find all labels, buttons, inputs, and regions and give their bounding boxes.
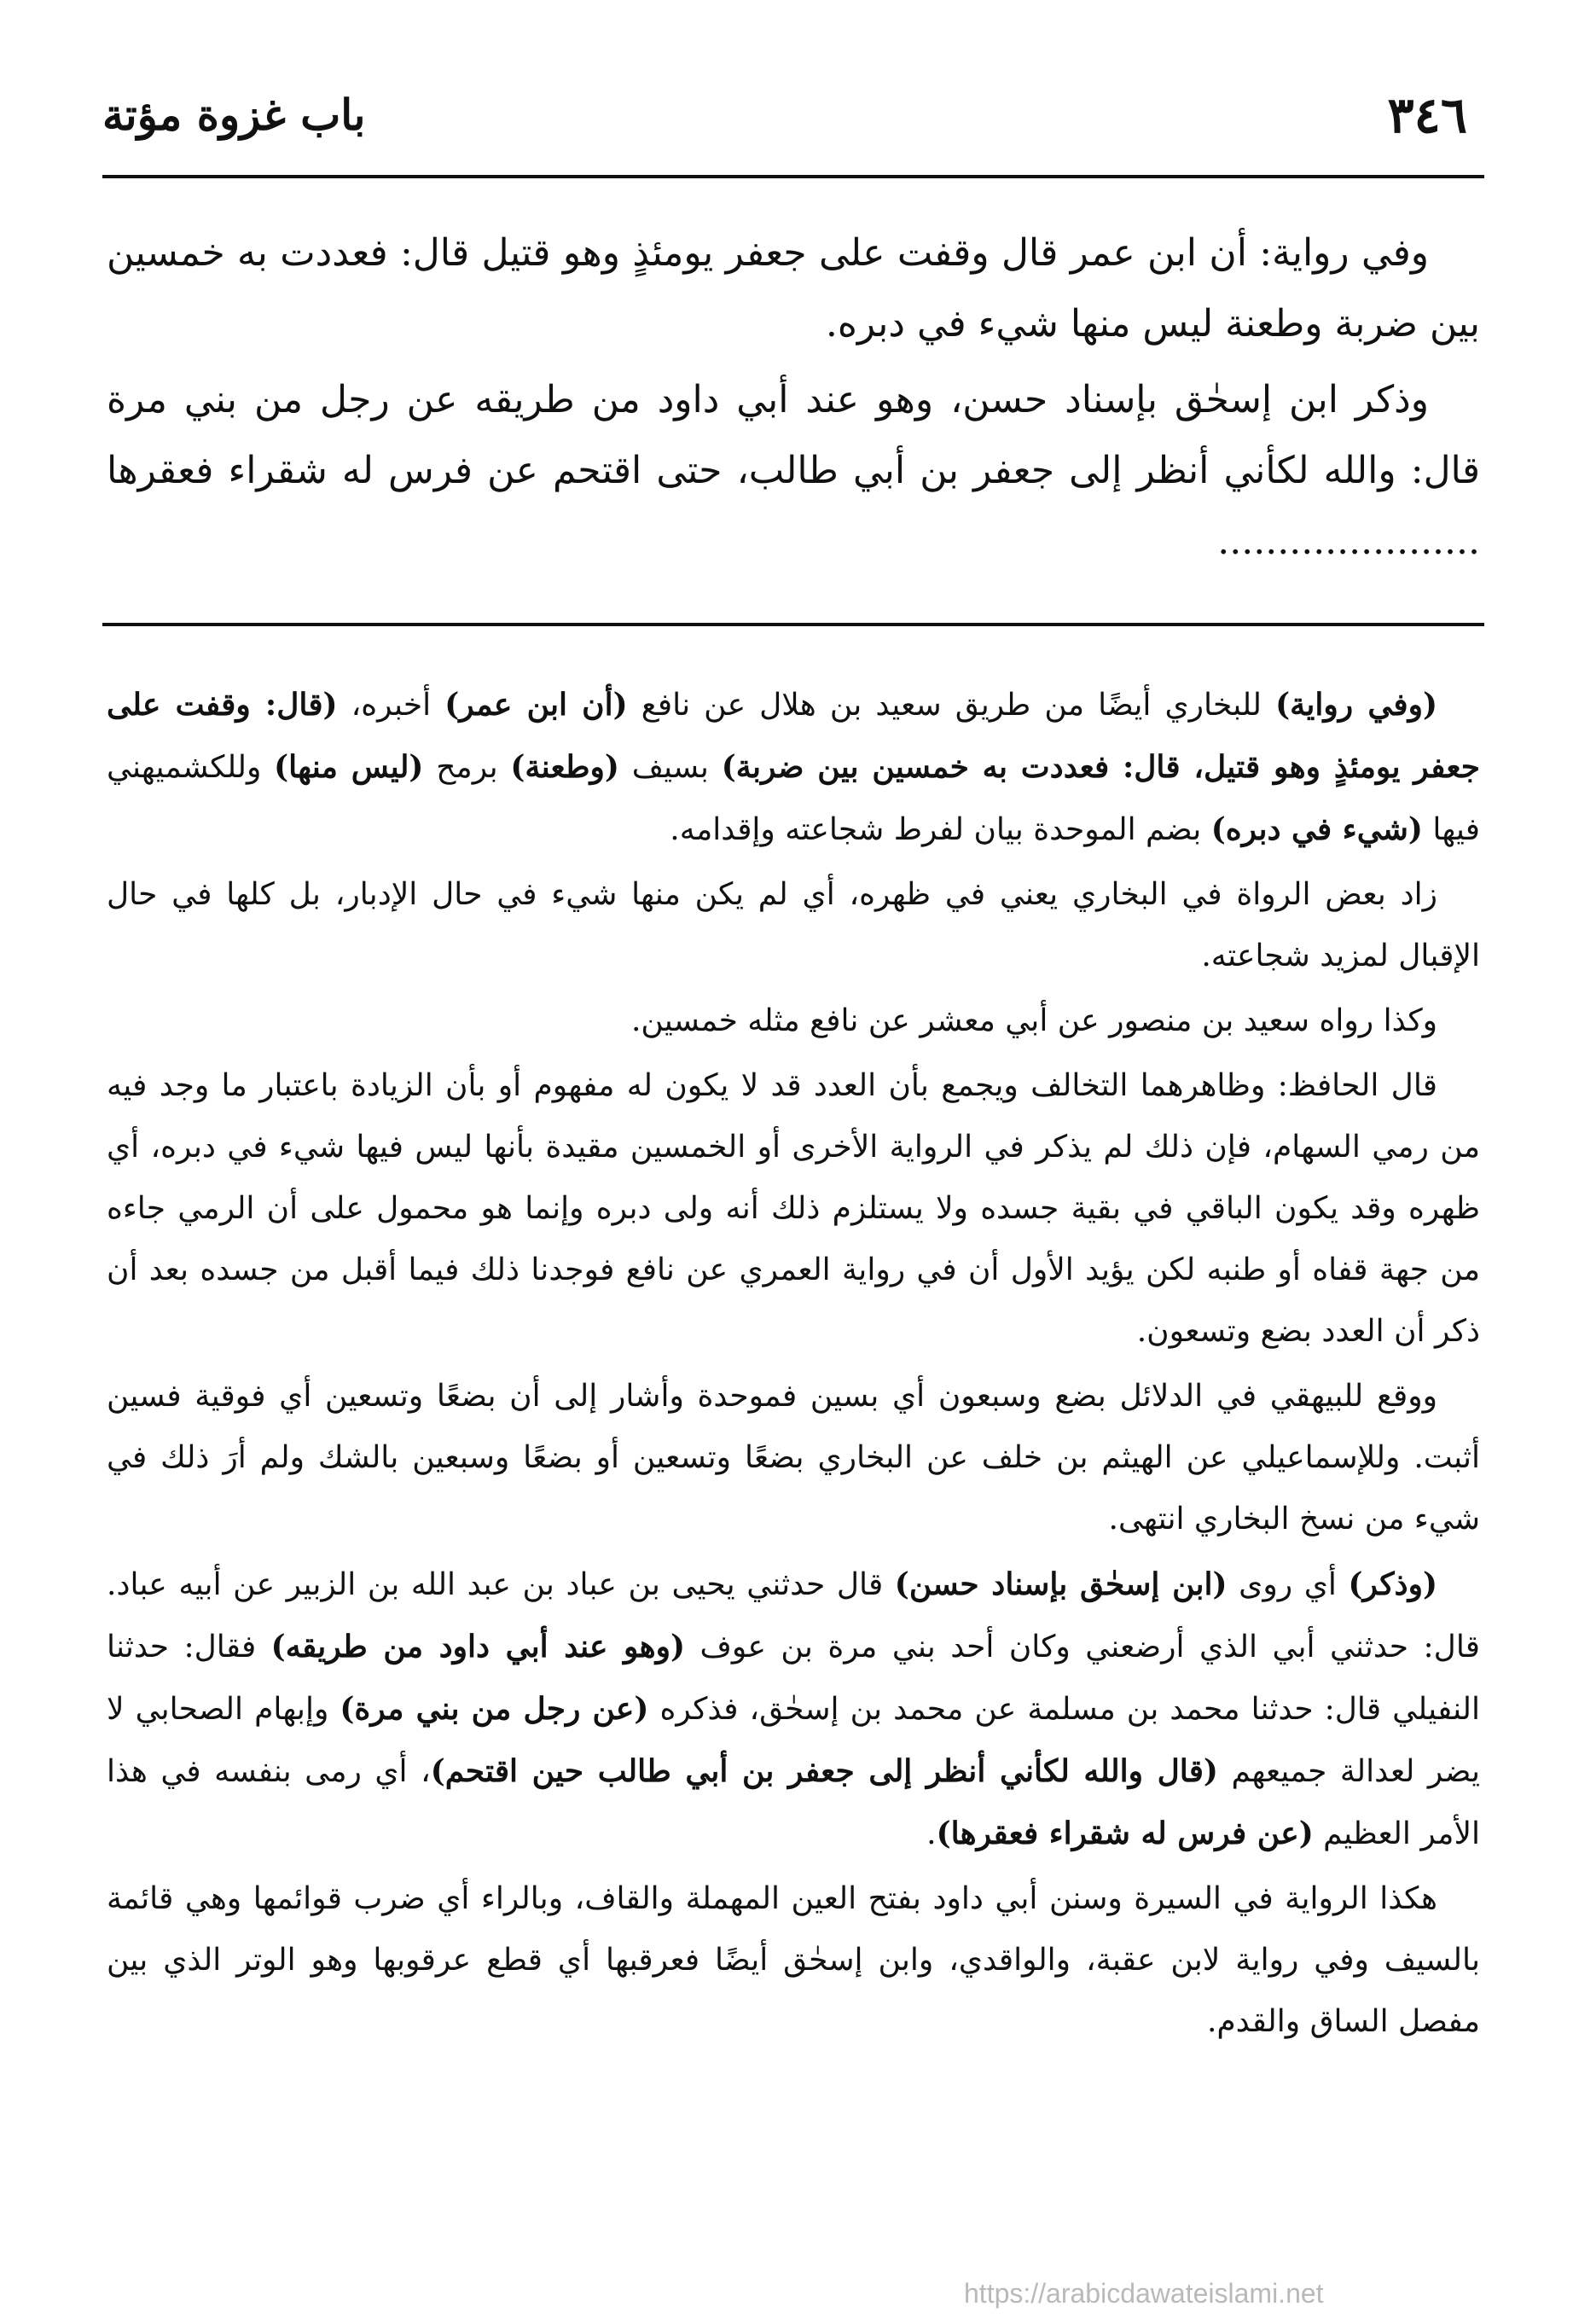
- quoted-phrase: (ابن إسحٰق بإسناد حسن): [894, 1566, 1228, 1602]
- commentary-paragraph: زاد بعض الرواة في البخاري يعني في ظهره، أي لم يكن منها شيء في حال الإدبار، بل كلها في حال الإقبال لمزيد شجاعته.: [107, 877, 1480, 973]
- commentary-span: للبخاري أيضًا من طريق سعيد بن هلال عن نافع: [627, 688, 1276, 723]
- commentary-paragraph: هكذا الرواية في السيرة وسنن أبي داود بفتح العين المهملة والقاف، وبالراء أي ضرب قوائمها وهي قائمة بالسيف وفي رواية لابن عقبة، والواقدي، وابن إسحٰق أيضًا فعرقبها أي قطع عرقوبها وهو الوتر الذي بين مفصل الساق والقدم.: [107, 1881, 1480, 2039]
- commentary-text: [107, 674, 1480, 2056]
- commentary-span: أي روى: [1227, 1567, 1349, 1602]
- commentary-span: برمح: [423, 750, 511, 785]
- quoted-phrase: (وفي رواية): [1275, 687, 1437, 723]
- quoted-phrase: (قال والله لكأني أنظر إلى جعفر بن أبي طالب حين اقتحم): [430, 1753, 1218, 1789]
- watermark-url: https://arabicdawateislami.net: [964, 2278, 1324, 2309]
- quoted-phrase: (وطعنة): [510, 749, 619, 785]
- commentary-span: قال حدثني يحيى بن عباد بن عبد الله بن الزبير عن أبيه عباد. قال: حدثني أبي الذي أرضعني وكان أحد بني مرة بن عوف: [107, 1567, 1480, 1665]
- chapter-title: باب غزوة مؤتة: [102, 90, 366, 140]
- commentary-span: أخبره،: [337, 688, 445, 723]
- ellipsis: ......................: [1217, 520, 1480, 563]
- matn-text: [107, 218, 1480, 582]
- quoted-phrase: (وهو عند أبي داود من طريقه): [270, 1629, 686, 1665]
- matn-text-span: وذكر ابن إسحٰق بإسناد حسن، وهو عند أبي داود من طريقه عن رجل من بني مرة قال: والله لكأني أنظر إلى جعفر بن أبي طالب، حتى اقتحم عن فرس له شقراء فعقرها: [107, 378, 1480, 492]
- commentary-paragraph: ووقع للبيهقي في الدلائل بضع وسبعون أي بسين فموحدة وأشار إلى أن بضعًا وتسعين أي فوقية فسين أثبت. وللإسماعيلي عن الهيثم بن خلف عن البخاري بضعًا وتسعين أو بضعًا وسبعين بالشك ولم أرَ ذلك في شيء من نسخ البخاري انتهى.: [107, 1379, 1480, 1537]
- quoted-phrase: (وذكر): [1348, 1566, 1437, 1602]
- commentary-span: وإبهام الصحابي لا يضر لعدالة جميعهم: [107, 1692, 1481, 1789]
- quoted-phrase: (عن رجل من بني مرة): [340, 1691, 649, 1727]
- commentary-span: بسيف: [618, 750, 722, 785]
- commentary-paragraph: قال الحافظ: وظاهرهما التخالف ويجمع بأن العدد قد لا يكون له مفهوم أو بأن الزيادة باعتبار ما وجد فيه من رمي السهام، فإن ذلك لم يذكر في الرواية الأخرى أو الخمسين مقيدة بأنها ليس فيها شيء في دبره، أي ظهره وقد يكون الباقي في بقية جسده ولا يستلزم ذلك أنه ولى دبره وإنما هو محمول على أن الرمي جاءه من جهة قفاه أو طنبه لكن يؤيد الأول أن في رواية العمري عن نافع فوجدنا ذلك فيما أقبل من جسده بعد أن ذكر أن العدد بضع وتسعون.: [107, 1068, 1480, 1349]
- commentary-paragraph: [107, 1554, 1480, 1865]
- quoted-phrase: (ليس منها): [274, 749, 424, 785]
- footnote-divider: [102, 623, 1484, 626]
- quoted-phrase: (شيء في دبره): [1210, 811, 1423, 847]
- matn-paragraph: وفي رواية: أن ابن عمر قال وقفت على جعفر يومئذٍ وهو قتيل قال: فعددت به خمسين بين ضربة وطعنة ليس منها شيء في دبره.: [107, 231, 1480, 346]
- commentary-span: .: [926, 1816, 937, 1851]
- commentary-span: ، أي رمى بنفسه في هذا الأمر العظيم: [107, 1754, 1480, 1851]
- commentary-span: فقال: حدثنا النفيلي قال: حدثنا محمد بن مسلمة عن محمد بن إسحٰق، فذكره: [107, 1630, 1480, 1727]
- commentary-span: وللكشميهني فيها: [107, 750, 1480, 847]
- quoted-phrase: (أن ابن عمر): [444, 687, 628, 723]
- header-divider: [102, 175, 1484, 178]
- matn-paragraph: [107, 364, 1480, 577]
- quoted-phrase: (عن فرس له شقراء فعقرها): [936, 1816, 1314, 1851]
- page-header: [102, 81, 1467, 158]
- page-number: ٣٤٦: [1387, 86, 1467, 144]
- commentary-span: بضم الموحدة بيان لفرط شجاعته وإقدامه.: [670, 812, 1211, 847]
- commentary-paragraph: [107, 674, 1480, 861]
- commentary-paragraph: وكذا رواه سعيد بن منصور عن أبي معشر عن نافع مثله خمسين.: [630, 1003, 1437, 1038]
- quoted-phrase: (قال: وقفت على جعفر يومئذٍ وهو قتيل، قال: فعددت به خمسين بين ضربة): [107, 687, 1480, 785]
